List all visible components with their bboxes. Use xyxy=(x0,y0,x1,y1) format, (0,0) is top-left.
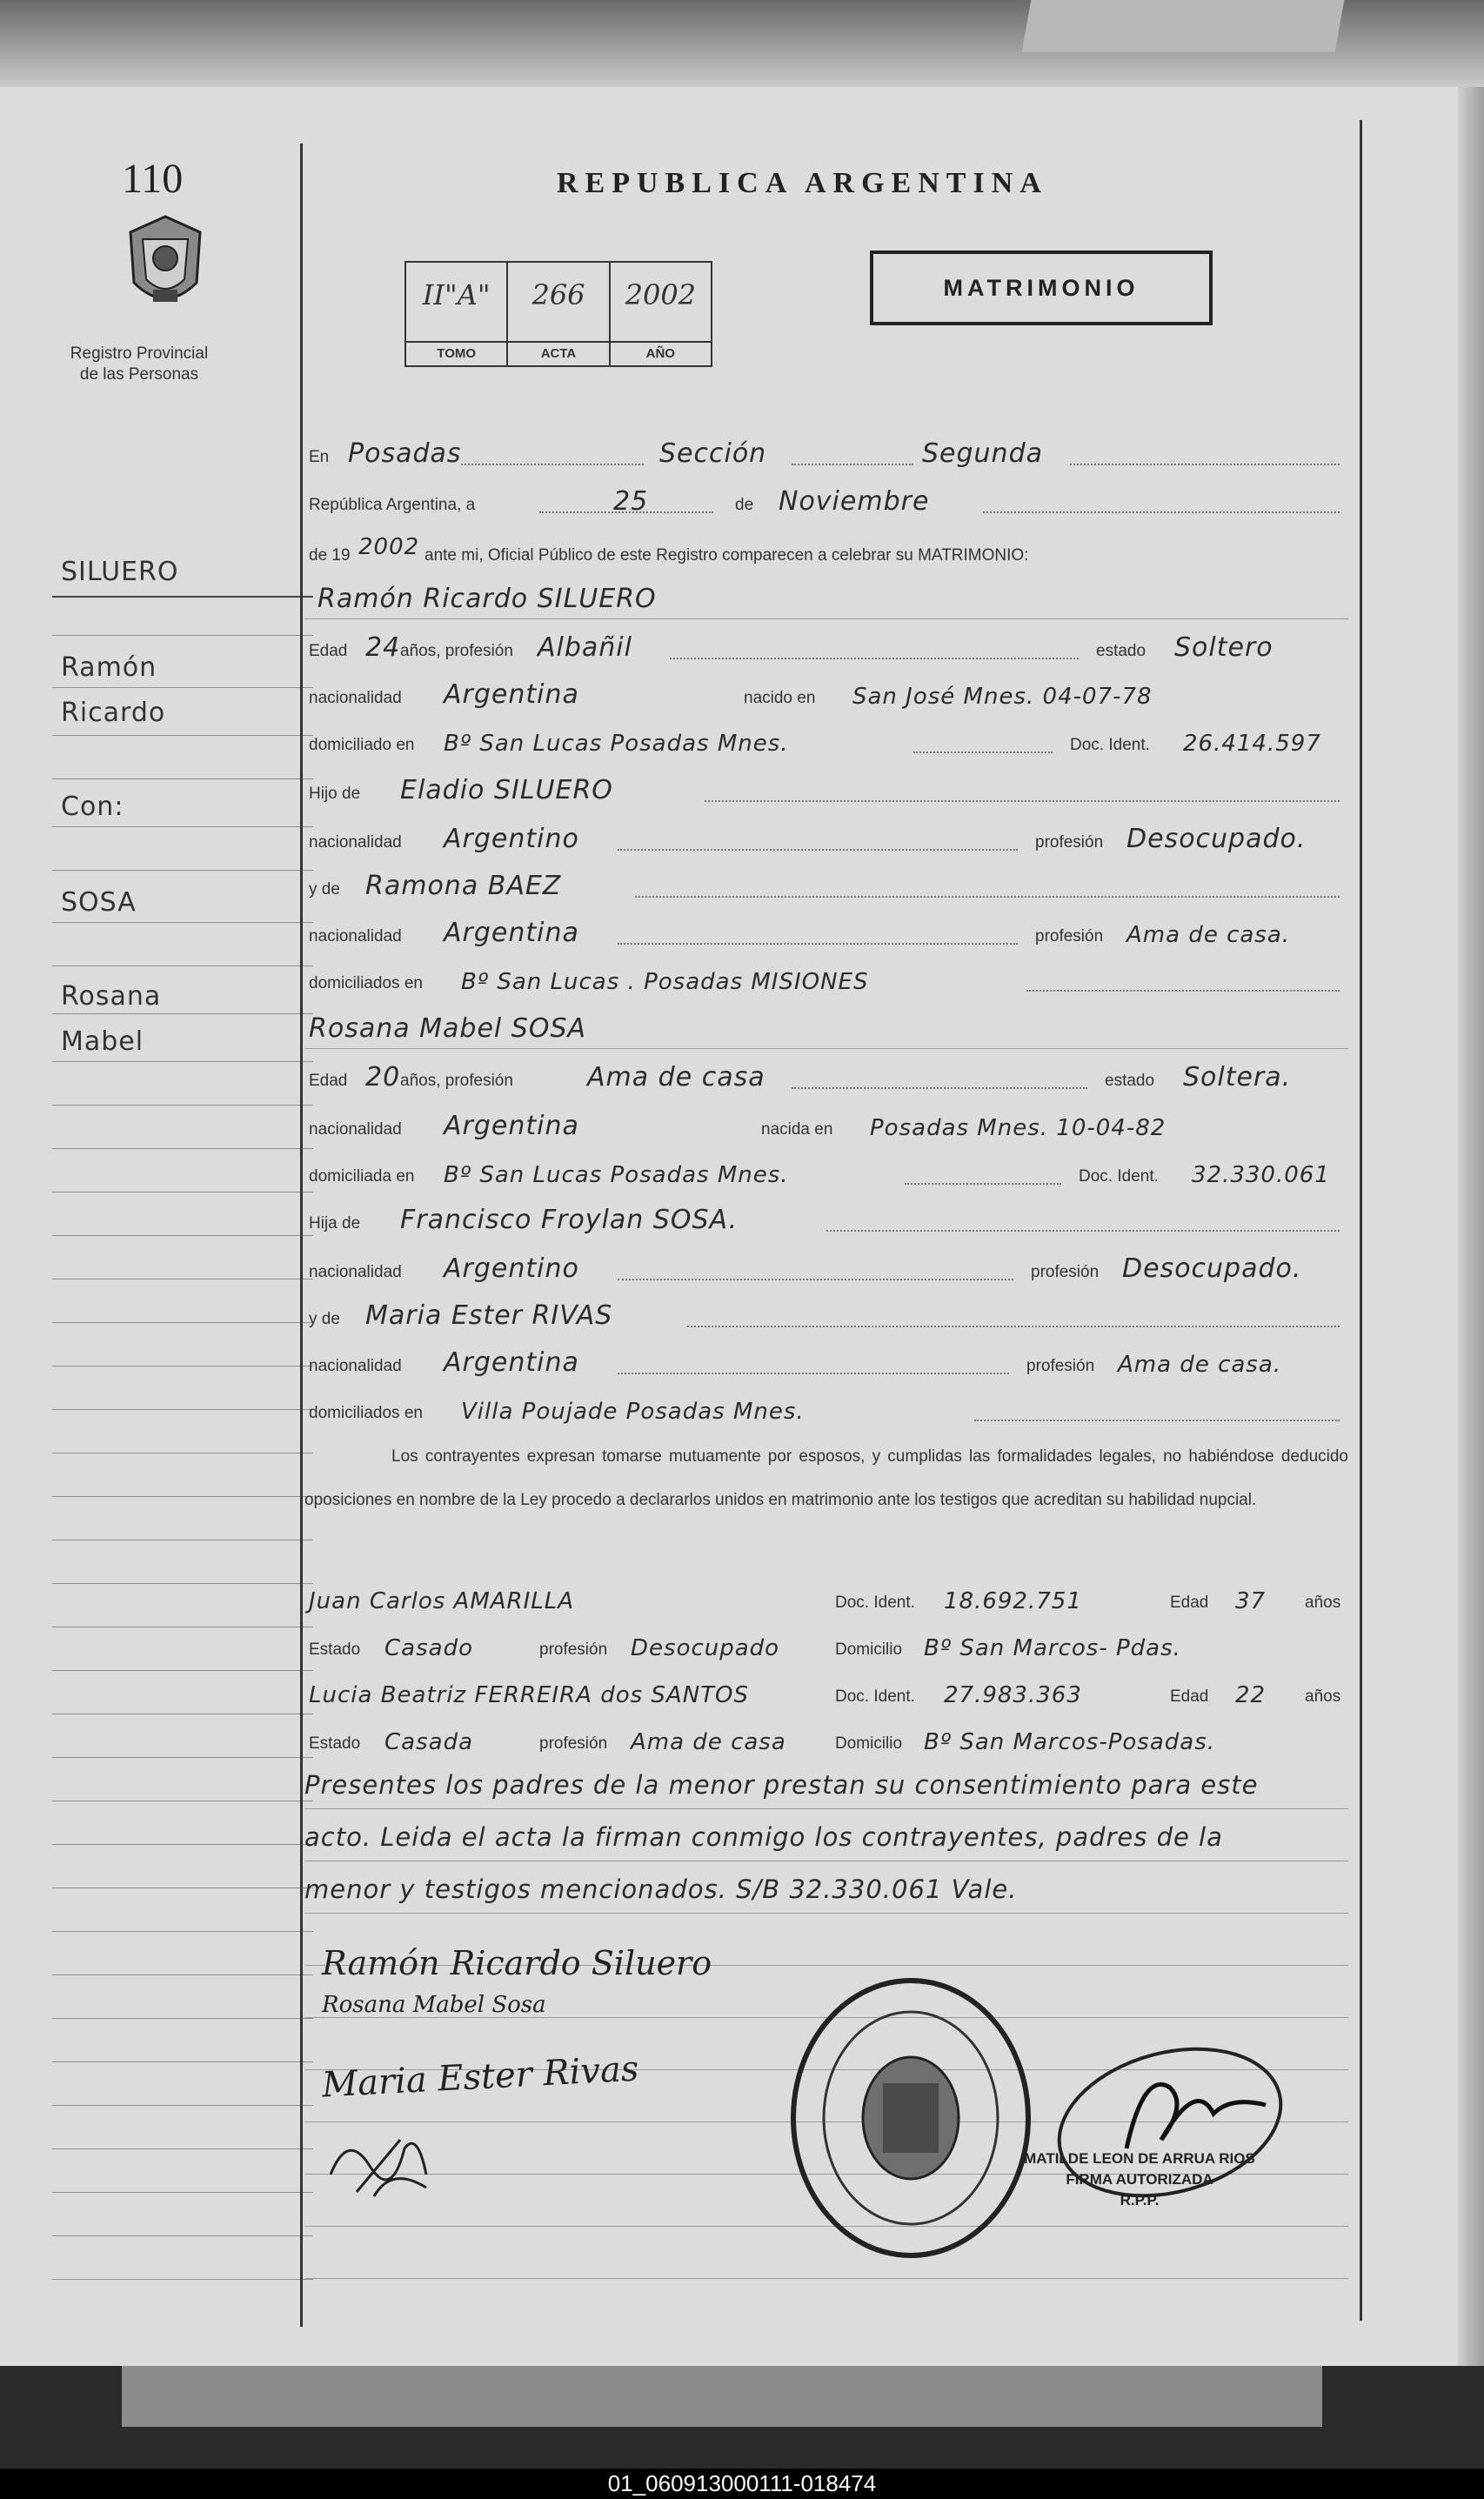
scan-bottom-background xyxy=(0,2366,1484,2470)
observation-line-2: acto. Leida el acta la firman conmigo los contrayentes, padres de la xyxy=(304,1822,1223,1852)
margin-line xyxy=(52,922,313,923)
fill-line xyxy=(792,1087,1087,1089)
acta-value: 266 xyxy=(531,278,585,311)
row-witness-2 xyxy=(304,1670,1348,1714)
rule-row xyxy=(304,1827,1348,1861)
margin-line xyxy=(52,870,313,871)
margin-line xyxy=(52,1583,313,1584)
row-witness-2-info xyxy=(304,1717,1348,1761)
bride-mother-profession: Ama de casa. xyxy=(1118,1352,1282,1378)
groom-father-profession: Desocupado. xyxy=(1126,824,1307,854)
rule xyxy=(304,618,1348,619)
record-type-box: MATRIMONIO xyxy=(870,251,1213,325)
tomo-value: II"A" xyxy=(422,278,491,311)
label-domicilio: Domicilio xyxy=(835,1640,903,1659)
groom-name: Ramón Ricardo SILUERO xyxy=(318,584,657,614)
statement-text: ante mi, Oficial Público de este Registro comparecen a celebrar su MATRIMONIO: xyxy=(424,546,1029,565)
margin-line xyxy=(52,1061,313,1062)
margin-line xyxy=(52,2192,313,2193)
label-estado: estado xyxy=(1096,642,1146,660)
margin-line xyxy=(52,1496,313,1497)
rule-row xyxy=(304,1879,1348,1914)
margin-line xyxy=(52,1322,313,1323)
groom-father-nationality: Argentino xyxy=(444,824,579,854)
row-groom-mother xyxy=(304,863,1348,906)
label-domiciliados: domiciliados en xyxy=(309,974,423,992)
bride-father: Francisco Froylan SOSA. xyxy=(400,1205,739,1235)
margin-names-2: Ricardo xyxy=(61,698,166,728)
fill-line xyxy=(635,896,1340,898)
row-groom-name xyxy=(304,576,1348,619)
ano-cell xyxy=(611,263,711,365)
groom-doc: 26.414.597 xyxy=(1183,731,1321,757)
margin-spouse-surname: SOSA xyxy=(61,887,137,918)
witness-2-address: Bº San Marcos-Posadas. xyxy=(924,1729,1216,1755)
witness-2-name: Lucia Beatriz FERREIRA dos SANTOS xyxy=(309,1682,750,1708)
margin-surname: SILUERO xyxy=(61,557,179,587)
label-de: de xyxy=(735,496,754,514)
margin-column xyxy=(35,130,296,2357)
label-anos: años xyxy=(1305,1594,1341,1612)
label-edad: Edad xyxy=(1170,1687,1209,1706)
bride-mother-nationality: Argentina xyxy=(444,1347,579,1378)
margin-line xyxy=(52,1013,313,1014)
witness-1-doc: 18.692.751 xyxy=(944,1588,1082,1614)
label-profesion: profesión xyxy=(539,1734,608,1753)
rule xyxy=(304,1048,1348,1049)
margin-line xyxy=(52,635,313,636)
witness-2-age: 22 xyxy=(1235,1682,1267,1708)
declaration-text: Los contrayentes expresan tomarse mutuamente por esposos, y cumplidas las formalidades legales, no habiéndose deducido oposiciones en nombre de la Ley procedo a declararlos unidos en matrimonio ante los testigos que acreditan su habilidad nupcial. xyxy=(304,1447,1348,1509)
fill-line xyxy=(618,1373,1009,1374)
bride-nationality: Argentina xyxy=(444,1111,579,1141)
label-hijo: Hijo de xyxy=(309,785,361,803)
label-nacionalidad: nacionalidad xyxy=(309,833,402,852)
country-title: REPUBLICA ARGENTINA xyxy=(557,167,1048,199)
fill-line xyxy=(983,511,1340,513)
margin-line xyxy=(52,687,313,688)
official-name: MATILDE LEON DE ARRUA RIOS xyxy=(1024,2150,1255,2167)
bride-father-nationality: Argentino xyxy=(444,1253,579,1284)
label-yde: y de xyxy=(309,1310,340,1328)
margin-line xyxy=(52,1844,313,1845)
official-initials: R.P.P. xyxy=(1120,2192,1160,2208)
groom-parents-address: Bº San Lucas . Posadas MISIONES xyxy=(461,969,869,995)
bride-father-profession: Desocupado. xyxy=(1122,1253,1302,1284)
label-doc: Doc. Ident. xyxy=(835,1687,915,1706)
groom-address: Bº San Lucas Posadas Mnes. xyxy=(444,731,789,757)
groom-estado: Soltero xyxy=(1174,632,1273,663)
margin-line xyxy=(52,2061,313,2062)
margin-line xyxy=(52,2279,313,2280)
tomo-cell xyxy=(406,263,508,365)
official-stamp-text xyxy=(996,2148,1283,2211)
image-caption: 01_060913000111-018474 xyxy=(0,2469,1484,2499)
label-nacionalidad: nacionalidad xyxy=(309,1120,402,1139)
row-bride-nationality xyxy=(304,1103,1348,1146)
margin-line xyxy=(52,1670,313,1671)
row-bride-mother xyxy=(304,1293,1348,1336)
row-groom-mother-info xyxy=(304,910,1348,953)
witness-2-estado: Casada xyxy=(384,1729,474,1755)
fill-line xyxy=(913,752,1053,753)
row-statement xyxy=(304,529,1348,572)
label-nacida: nacida en xyxy=(761,1120,833,1139)
margin-names-1: Ramón xyxy=(61,652,157,683)
bride-parents-address: Villa Poujade Posadas Mnes. xyxy=(461,1399,805,1425)
margin-line xyxy=(52,1235,313,1236)
fill-line xyxy=(826,1230,1340,1232)
label-doc: Doc. Ident. xyxy=(1079,1167,1159,1186)
bride-name: Rosana Mabel SOSA xyxy=(309,1013,587,1044)
label-nacido: nacido en xyxy=(744,689,816,707)
seccion-label: Sección xyxy=(659,438,767,469)
bride-address: Bº San Lucas Posadas Mnes. xyxy=(444,1162,789,1188)
row-witness-1-info xyxy=(304,1623,1348,1667)
rule xyxy=(304,1913,1348,1914)
label-republica: República Argentina, a xyxy=(309,496,476,514)
label-nacionalidad: nacionalidad xyxy=(309,1357,402,1375)
official-seal-stamp xyxy=(787,1974,1035,2262)
fill-line xyxy=(792,464,913,465)
ano-label: AÑO xyxy=(611,341,711,365)
margin-line xyxy=(52,778,313,779)
witness-2-doc: 27.983.363 xyxy=(944,1682,1082,1708)
groom-birthplace: San José Mnes. 04-07-78 xyxy=(852,684,1153,710)
groom-mother-profession: Ama de casa. xyxy=(1126,922,1291,948)
rule xyxy=(304,1808,1348,1809)
witness-1-address: Bº San Marcos- Pdas. xyxy=(924,1635,1181,1661)
label-doc: Doc. Ident. xyxy=(1070,736,1150,754)
row-date xyxy=(304,478,1348,522)
label-domiciliado: domiciliado en xyxy=(309,736,415,754)
rule xyxy=(304,2278,1348,2279)
margin-line xyxy=(52,1192,313,1193)
row-witness-1 xyxy=(304,1576,1348,1620)
label-nacionalidad: nacionalidad xyxy=(309,1263,402,1281)
groom-mother: Ramona BAEZ xyxy=(365,871,562,901)
label-profesion: profesión xyxy=(1035,833,1104,852)
fill-line xyxy=(461,464,644,465)
margin-line xyxy=(52,1148,313,1149)
label-anos-profesion: años, profesión xyxy=(400,1072,513,1090)
row-bride-father-info xyxy=(304,1246,1348,1289)
bride-profession: Ama de casa xyxy=(587,1062,765,1092)
margin-line xyxy=(52,1974,313,1975)
row-bride-mother-info xyxy=(304,1340,1348,1383)
fill-line xyxy=(618,943,1018,945)
margin-line xyxy=(52,1409,313,1410)
label-estado: Estado xyxy=(309,1640,361,1659)
label-domicilio: Domicilio xyxy=(835,1734,903,1753)
margin-line xyxy=(52,735,313,736)
rule-row xyxy=(304,1774,1348,1809)
label-profesion: profesión xyxy=(539,1640,608,1659)
right-border xyxy=(1360,120,1362,2321)
observation-line-3: menor y testigos mencionados. S/B 32.330.061 Vale. xyxy=(304,1874,1018,1904)
row-groom-nationality xyxy=(304,672,1348,715)
registry-name-line-1: Registro Provincial xyxy=(70,344,209,363)
bride-estado: Soltera. xyxy=(1183,1062,1292,1092)
bride-age: 20 xyxy=(365,1062,401,1092)
bride-doc: 32.330.061 xyxy=(1192,1162,1330,1188)
observation-line-1: Presentes los padres de la menor prestan su consentimiento para este xyxy=(304,1770,1259,1800)
row-groom-father-info xyxy=(304,816,1348,859)
margin-line xyxy=(52,2235,313,2236)
margin-spouse-names-2: Mabel xyxy=(61,1026,144,1057)
label-nacionalidad: nacionalidad xyxy=(309,927,402,945)
margin-line xyxy=(52,826,313,827)
groom-profession: Albañil xyxy=(538,632,632,663)
label-domiciliada: domiciliada en xyxy=(309,1167,415,1186)
witness-1-name: Juan Carlos AMARILLA xyxy=(309,1588,575,1614)
groom-mother-nationality: Argentina xyxy=(444,918,579,948)
fill-line xyxy=(618,849,1018,851)
tomo-label: TOMO xyxy=(406,341,506,365)
bride-mother: Maria Ester RIVAS xyxy=(365,1300,613,1331)
mother-signature: Maria Ester Rivas xyxy=(321,2048,640,2106)
label-de19: de 19 xyxy=(309,546,351,565)
seccion-value: Segunda xyxy=(922,438,1043,469)
fill-line xyxy=(618,1279,1013,1280)
label-anos-profesion: años, profesión xyxy=(400,642,513,660)
label-hija: Hija de xyxy=(309,1214,361,1233)
row-groom-age xyxy=(304,625,1348,668)
label-domiciliados: domiciliados en xyxy=(309,1404,423,1422)
groom-age: 24 xyxy=(365,632,401,663)
month-value: Noviembre xyxy=(779,486,930,517)
margin-divider xyxy=(300,144,303,2327)
coat-of-arms-icon xyxy=(122,213,209,317)
fill-line xyxy=(905,1183,1061,1185)
label-doc: Doc. Ident. xyxy=(835,1594,915,1612)
fill-line xyxy=(687,1326,1340,1327)
label-nacionalidad: nacionalidad xyxy=(309,689,402,707)
acta-label: ACTA xyxy=(508,341,608,365)
witness-signature-scribble xyxy=(322,2114,444,2209)
fill-line xyxy=(670,658,1079,659)
record-body xyxy=(304,87,1357,2366)
margin-line xyxy=(52,1931,313,1932)
witness-1-profession: Desocupado xyxy=(631,1635,780,1661)
margin-line xyxy=(52,2148,313,2149)
bride-birthplace: Posadas Mnes. 10-04-82 xyxy=(870,1115,1166,1141)
label-edad: Edad xyxy=(1170,1594,1209,1612)
fill-line xyxy=(539,511,713,513)
witness-1-age: 37 xyxy=(1235,1588,1267,1614)
groom-father: Eladio SILUERO xyxy=(400,775,613,805)
margin-line xyxy=(52,2018,313,2019)
margin-line xyxy=(52,1279,313,1280)
acta-cell xyxy=(508,263,610,365)
ano-value: 2002 xyxy=(625,278,697,311)
scan-top-background xyxy=(0,0,1484,97)
witness-2-profession: Ama de casa xyxy=(631,1729,786,1755)
label-edad: Edad xyxy=(309,1072,348,1090)
margin-line xyxy=(52,1757,313,1758)
fill-line xyxy=(705,800,1340,802)
label-profesion: profesión xyxy=(1026,1357,1095,1375)
year-value: 2002 xyxy=(358,534,420,560)
label-edad: Edad xyxy=(309,642,348,660)
margin-connector: Con: xyxy=(61,792,124,822)
margin-line xyxy=(52,2105,313,2106)
row-groom-parents-address xyxy=(304,957,1348,1000)
row-bride-father xyxy=(304,1197,1348,1240)
label-anos: años xyxy=(1305,1687,1341,1706)
row-groom-address xyxy=(304,718,1348,762)
city-value: Posadas xyxy=(348,438,462,469)
margin-spouse-names-1: Rosana xyxy=(61,981,162,1012)
official-title: FIRMA AUTORIZADA xyxy=(1066,2171,1213,2188)
acta-reference-table xyxy=(404,261,712,367)
fill-line xyxy=(974,1420,1340,1421)
groom-signature: Ramón Ricardo Siluero xyxy=(322,1944,712,1982)
fill-line xyxy=(1070,464,1340,465)
day-value: 25 xyxy=(613,486,649,517)
row-groom-father xyxy=(304,767,1348,811)
row-bride-name xyxy=(304,1006,1348,1049)
label-profesion: profesión xyxy=(1031,1263,1100,1281)
row-bride-age xyxy=(304,1054,1348,1098)
margin-underline xyxy=(52,596,313,598)
underlying-sheet xyxy=(1022,0,1345,52)
registry-name-line-2: de las Personas xyxy=(79,365,199,384)
bride-signature: Rosana Mabel Sosa xyxy=(322,1992,546,2018)
label-profesion: profesión xyxy=(1035,927,1104,945)
row-place xyxy=(304,431,1348,474)
page-number: 110 xyxy=(122,156,184,202)
label-en: En xyxy=(309,448,330,466)
label-yde: y de xyxy=(309,880,340,899)
page-edge xyxy=(1458,87,1484,2366)
registry-name xyxy=(52,344,226,385)
margin-line xyxy=(52,1105,313,1106)
witness-1-estado: Casado xyxy=(384,1635,473,1661)
groom-nationality: Argentina xyxy=(444,679,579,710)
label-estado: estado xyxy=(1105,1072,1155,1090)
underlying-sheet-bottom xyxy=(122,2366,1322,2427)
label-estado: Estado xyxy=(309,1734,361,1753)
fill-line xyxy=(1026,990,1340,992)
row-bride-parents-address xyxy=(304,1386,1348,1430)
row-bride-address xyxy=(304,1150,1348,1193)
